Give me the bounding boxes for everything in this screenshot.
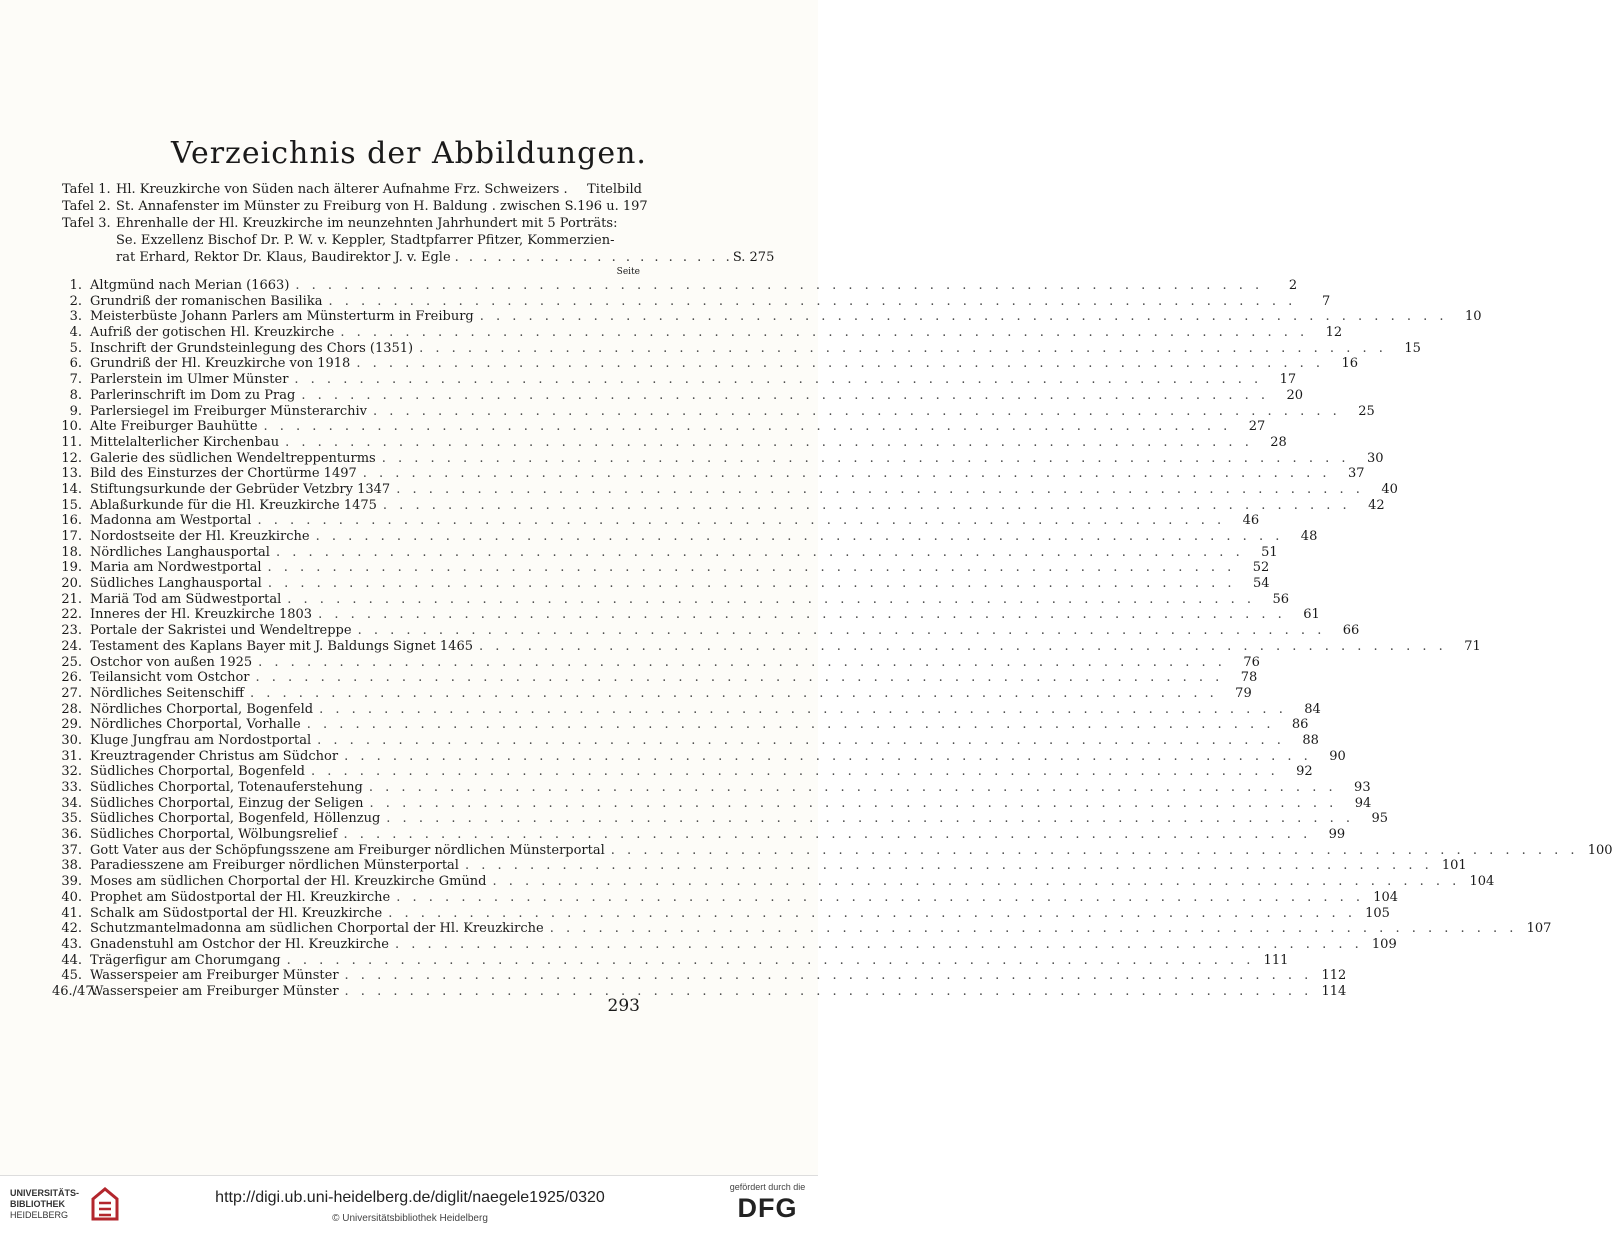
figure-number: 10. — [61, 419, 82, 435]
figure-page: 94 — [1354, 795, 1372, 811]
plate-continuation-text: rat Erhard, Rektor Dr. Klaus, Baudirektor J. v. Egle — [116, 250, 451, 265]
figure-caption: Südliches Chorportal, Totenauferstehung — [90, 780, 363, 795]
figure-number: 42. — [61, 921, 82, 937]
leader-dots: . . . . . . . . . . . . . . . . . . . . . . . . . . . . . . . . . . . . . . . . . . . . . . . . . . . . . . . . . . . . — [255, 670, 1224, 686]
figure-page: 2 — [1288, 278, 1298, 293]
figure-number: 6. — [69, 356, 82, 372]
leader-dots: . . . . . . . . . . . . . . . . . . . . . . . . . . . . . . . . . . . . . . . . . . . . . . . . . . . . . . . . . . . . — [419, 340, 1387, 356]
leader-dots: . . . . . . . . . . . . . . . . . . . . . . . . . . . . . . . . . . . . . . . . . . . . . . . . . . . . . . . . . . . . — [263, 419, 1232, 435]
leader-dots: . . . . . . . . . . . . . . . . . . . . . . . . . . . . . . . . . . . . . . . . . . . . . . . . . . . . . . . . . . . . — [310, 764, 1279, 780]
figure-caption: Gott Vater aus der Schöpfungsszene am Freiburger nördlichen Münsterportal — [90, 842, 605, 858]
figure-number: 31. — [61, 748, 82, 764]
leader-dots: . . . . . . . . . . . . . . . . . . . . . . . . . . . . . . . . . . . . . . . . . . . . . . . . . . . . . . . . . . . . — [396, 889, 1365, 905]
figure-number: 35. — [61, 811, 82, 827]
list-item — [52, 372, 1297, 388]
figure-page: 105 — [1365, 905, 1390, 921]
figure-number: 36. — [61, 827, 82, 843]
figure-page: 88 — [1302, 732, 1319, 748]
logo-line-2: BIBLIOTHEK — [10, 1199, 65, 1209]
list-item — [52, 434, 1287, 451]
library-logo-text — [10, 1188, 79, 1221]
leader-dots: . . . . . . . . . . . . . . . . . . . . . . . . . . . . . . . . . . . . . . . . . . . . . . . . . . . . . . . . . . . . — [386, 811, 1355, 827]
figure-page: 42 — [1368, 497, 1385, 513]
figure-caption: Teilansicht vom Ostchor — [90, 670, 250, 686]
plates-list — [62, 181, 775, 266]
figure-number: 20. — [61, 576, 82, 592]
leader-dots: . . . . . . . . . . . . . . . . . . . . . . . . . . . . . . . . . . . . . . . . . . . . . . . . . . . . . . . . . . . . — [549, 921, 1518, 937]
list-item — [52, 685, 1252, 702]
list-item — [52, 952, 1289, 969]
figure-page: 101 — [1441, 858, 1467, 874]
figure-caption: Kreuztragender Christus am Südchor — [90, 748, 339, 764]
figure-page: 28 — [1270, 434, 1287, 450]
figure-page: 112 — [1321, 968, 1347, 984]
list-item — [52, 717, 1309, 733]
figure-number: 46./47. — [52, 983, 98, 999]
figure-page: 84 — [1304, 701, 1321, 717]
list-item — [52, 591, 1290, 608]
figure-caption: Stiftungsurkunde der Gebrüder Vetzbry 1347 — [90, 481, 391, 497]
leader-dots: . . . . . . . . . . . . . . . . . . . . . . . . . . . . . . . . . . . . . . . . . . . . . . . . . . . . . . . . . . . . — [356, 356, 1325, 372]
list-item — [52, 748, 1346, 765]
list-item — [52, 764, 1313, 780]
list-item — [52, 638, 1481, 655]
figure-number: 44. — [61, 952, 82, 968]
figure-page: 15 — [1404, 340, 1421, 356]
figure-caption: Gnadenstuhl am Ostchor der Hl. Kreuzkirche — [90, 936, 389, 952]
figure-page: 93 — [1354, 780, 1371, 795]
figure-number: 21. — [61, 591, 82, 607]
figure-caption: Altgmünd nach Merian (1663) — [90, 278, 290, 293]
leader-dots: . . . . . . . . . . . . . . . . . . . . . . . . . . . . . . . . . . . . . . . . . . . . . . . . . . . . . . . . . . . . — [372, 403, 1341, 419]
figure-number: 34. — [61, 795, 82, 811]
figure-caption: Nördliches Chorportal, Bogenfeld — [90, 701, 314, 717]
plate-label: Tafel 3. — [62, 216, 111, 231]
permalink-url[interactable]: http://digi.ub.uni-heidelberg.de/diglit/naegele1925/0320 — [215, 1189, 605, 1206]
plate-page: S. 275 — [732, 250, 775, 265]
figure-page: 111 — [1263, 952, 1289, 968]
figure-caption: Inschrift der Grundsteinlegung des Chors (1351) — [90, 340, 414, 356]
figure-page: 7 — [1321, 293, 1331, 309]
figure-caption: Grundriß der Hl. Kreuzkirche von 1918 — [90, 356, 351, 372]
list-item — [52, 921, 1552, 937]
figure-caption: Aufriß der gotischen Hl. Kreuzkirche — [90, 325, 335, 341]
list-item — [52, 607, 1320, 623]
figure-number: 4. — [69, 325, 82, 341]
figure-number: 3. — [69, 309, 82, 325]
leader-dots: . . . . . . . . . . . . . . . . . . . . . . . . . . . . . . . . . . . . . . . . . . . . . . . . . . . . . . . . . . . . — [275, 544, 1244, 560]
logo-line-1: UNIVERSITÄTS- — [10, 1188, 80, 1198]
figure-number: 13. — [61, 466, 82, 482]
figure-page: 10 — [1464, 309, 1482, 325]
figure-caption: Prophet am Südostportal der Hl. Kreuzkirche — [90, 889, 391, 905]
figure-page: 48 — [1300, 529, 1318, 544]
figure-page: 46 — [1242, 513, 1260, 529]
figure-caption: Madonna am Westportal — [90, 513, 252, 529]
list-item — [52, 654, 1260, 671]
leader-dots: . . . . . . . . . . . . . . . . . . . . . . . . . . . . . . . . . . . . . . . . . . . . . . . . . . . . . . . . . . . . — [344, 968, 1313, 984]
figure-caption: Nördliches Langhausportal — [90, 544, 270, 560]
list-item — [52, 544, 1278, 561]
leader-dots: . . . . . . . . . . . . . . . . . . . . — [454, 250, 733, 265]
leader-dots: . . . . . . . . . . . . . . . . . . . . . . . . . . . . . . . . . . . . . . . . . . . . . . . . . . . . . . . . . . . . — [340, 325, 1309, 341]
list-item — [52, 576, 1270, 592]
plate-row — [62, 181, 642, 198]
figure-number: 22. — [61, 607, 82, 623]
figure-page: 52 — [1252, 560, 1270, 576]
leader-dots: . . . . . . . . . . . . . . . . . . . . . . . . . . . . . . . . . . . . . . . . . . . . . . . . . . . . . . . . . . . . — [362, 466, 1331, 482]
figure-caption: Moses am südlichen Chorportal der Hl. Kreuzkirche Gmünd — [90, 874, 487, 890]
figure-page: 61 — [1303, 607, 1320, 623]
plate-row — [62, 215, 642, 232]
list-item — [52, 325, 1343, 341]
plate-page: Titelbild — [587, 182, 642, 197]
list-item — [52, 481, 1398, 498]
figure-page: 107 — [1526, 921, 1552, 937]
figure-page: 66 — [1342, 623, 1360, 639]
figure-number: 18. — [61, 544, 82, 560]
figure-page: 12 — [1325, 325, 1343, 341]
figure-page: 71 — [1464, 638, 1481, 654]
leader-dots: . . . . . . . . . . . . . . . . . . . . . . . . . . . . . . . . . . . . . . . . . . . . . . . . . . . . . . . . . . . . — [368, 780, 1337, 795]
figure-caption: Trägerfigur am Chorumgang — [90, 952, 281, 968]
figure-caption: Südliches Chorportal, Bogenfeld, Höllenzug — [90, 811, 381, 827]
figure-page: 54 — [1253, 576, 1270, 592]
figure-page: 76 — [1243, 654, 1260, 670]
figure-page: 40 — [1381, 481, 1398, 497]
figure-caption: Testament des Kaplans Bayer mit J. Baldungs Signet 1465 — [90, 638, 473, 654]
figure-caption: Inneres der Hl. Kreuzkirche 1803 — [90, 607, 313, 623]
plate-page: 196 u. 197 — [577, 199, 648, 214]
plate-label: Tafel 1. — [62, 182, 111, 197]
leader-dots: . . . . . . . . . . . . . . . . . . . . . . . . . . . . . . . . . . . . . . . . . . . . . . . . . . . . . . . . . . . . — [343, 827, 1312, 843]
figure-list — [52, 278, 1613, 1000]
list-item — [52, 858, 1467, 874]
figure-caption: Parlerinschrift im Dom zu Prag — [90, 387, 296, 403]
page-title: Verzeichnis der Abbildungen. — [171, 136, 647, 171]
figure-page: 25 — [1358, 403, 1375, 419]
list-item — [52, 356, 1359, 372]
plate-continuation-last — [62, 249, 775, 266]
figure-page: 17 — [1279, 372, 1297, 388]
leader-dots: . . . . . . . . . . . . . . . . . . . . . . . . . . . . . . . . . . . . . . . . . . . . . . . . . . . . . . . . . . . . — [285, 434, 1253, 450]
figure-caption: Südliches Chorportal, Bogenfeld — [90, 764, 305, 780]
figure-caption: Schalk am Südostportal der Hl. Kreuzkirche — [90, 905, 383, 921]
list-item — [52, 309, 1482, 325]
figure-number: 28. — [61, 701, 82, 717]
leader-dots: . . . . . . . . . . . . . . . . . . . . . . . . . . . . . . . . . . . . . . . . . . . . . . . . . . . . . . . . . . . . — [301, 387, 1270, 403]
figure-caption: Mittelalterlicher Kirchenbau — [90, 434, 280, 450]
figure-caption: Nördliches Seitenschiff — [90, 685, 244, 701]
leader-dots: . . . . . . . . . . . . . . . . . . . . . . . . . . . . . . . . . . . . . . . . . . . . . . . . . . . . . . . . . . . . — [464, 858, 1433, 874]
figure-number: 27. — [61, 685, 82, 701]
leader-dots: . . . . . . . . . . . . . . . . . . . . . . . . . . . . . . . . . . . . . . . . . . . . . . . . . . . . . . . . . . . . — [286, 952, 1255, 968]
figure-number: 25. — [61, 654, 82, 670]
plate-row — [62, 198, 648, 215]
leader-dots: . . . . . . . . . . . . . . . . . . . . . . . . . . . . . . . . . . . . . . . . . . . . . . . . . . . . . . . . . . . . — [267, 576, 1236, 592]
leader-dots: . . . . . . . . . . . . . . . . . . . . . . . . . . . . . . . . . . . . . . . . . . . . . . . . . . . . . . . . . . . . — [396, 481, 1364, 497]
figure-caption: Maria am Nordwestportal — [90, 560, 262, 576]
leader-dots: . . . . . . . . . . . . . . . . . . . . . . . . . . . . . . . . . . . . . . . . . . . . . . . . . . . . . . . . . . . . — [369, 795, 1338, 811]
figure-number: 30. — [61, 732, 82, 748]
figure-number: 15. — [61, 497, 82, 513]
figure-number: 29. — [61, 717, 82, 733]
list-item — [52, 670, 1258, 686]
leader-dots: . . . . . . . . . . . . . . . . . . . . . . . . . . . . . . . . . . . . . . . . . . . . . . . . . . . . . . . . . . . . — [381, 450, 1350, 466]
list-item — [52, 905, 1390, 922]
figure-caption: Wasserspeier am Freiburger Münster — [90, 968, 339, 984]
figure-page: 104 — [1469, 874, 1495, 890]
figure-number: 19. — [61, 560, 82, 576]
plate-label: Tafel 2. — [62, 199, 111, 214]
list-item — [52, 466, 1365, 482]
list-item — [52, 889, 1399, 906]
figure-number: 14. — [61, 481, 82, 497]
leader-dots: . . . . . . . . . . . . . . . . . . . . . . . . . . . . . . . . . . . . . . . . . . . . . . . . . . . . . . . . . . . . — [258, 654, 1226, 670]
leader-dots: . . . . . . . . . . . . . . . . . . . . . . . . . . . . . . . . . . . . . . . . . . . . . . . . . . . . . . . . . . . . — [328, 293, 1297, 309]
figure-number: 38. — [61, 858, 82, 874]
figure-caption: Alte Freiburger Bauhütte — [90, 419, 258, 435]
figure-number: 2. — [69, 293, 82, 309]
figure-page: 27 — [1248, 419, 1266, 435]
figure-number: 41. — [61, 905, 82, 921]
figure-page: 90 — [1329, 748, 1346, 764]
logo-line-3: HEIDELBERG — [10, 1210, 69, 1220]
figure-caption: Schutzmantelmadonna am südlichen Chorportal der Hl. Kreuzkirche — [90, 921, 544, 937]
leader-dots: . . . . . . . . . . . . . . . . . . . . . . . . . . . . . . . . . . . . . . . . . . . . . . . . . . . . . . . . . . . . — [344, 748, 1312, 764]
leader-dots: . . . . . . . . . . . . . . . . . . . . . . . . . . . . . . . . . . . . . . . . . . . . . . . . . . . . . . . . . . . . — [357, 623, 1326, 639]
figure-caption: Nordostseite der Hl. Kreuzkirche — [90, 529, 310, 544]
figure-number: 24. — [61, 638, 82, 654]
leader-dots: . . . . . . . . . . . . . . . . . . . . . . . . . . . . . . . . . . . . . . . . . . . . . . . . . . . . . . . . . . . . — [294, 372, 1263, 388]
list-item — [52, 623, 1360, 639]
figure-page: 79 — [1235, 685, 1252, 701]
figure-caption: Ostchor von außen 1925 — [90, 654, 253, 670]
viewer-footer — [0, 1175, 818, 1234]
leader-dots: . . . . . . . . . . . . . . . . . . . . . . . . . . . . . . . . . . . . . . . . . . . . . . . . . . . . . . . . . . . . — [388, 905, 1356, 921]
page-number: 293 — [607, 996, 640, 1016]
leader-dots: . . . . . . . . . . . . . . . . . . . . . . . . . . . . . . . . . . . . . . . . . . . . . . . . . . . . . . . . . . . . — [610, 842, 1579, 858]
list-item — [52, 529, 1318, 545]
figure-page: 16 — [1341, 356, 1359, 372]
seite-column-label: Seite — [616, 267, 640, 277]
figure-page: 51 — [1261, 544, 1278, 560]
list-item — [52, 293, 1331, 310]
figure-caption: Parlersiegel im Freiburger Münsterarchiv — [90, 403, 367, 419]
figure-caption: Bild des Einsturzes der Chortürme 1497 — [90, 466, 357, 482]
list-item — [52, 732, 1319, 749]
figure-page: 99 — [1328, 827, 1346, 843]
figure-number: 1. — [69, 278, 82, 293]
list-item — [52, 278, 1298, 294]
list-item — [52, 450, 1384, 467]
copyright-notice: © Universitätsbibliothek Heidelberg — [332, 1213, 488, 1224]
list-item — [52, 811, 1389, 827]
list-item — [52, 983, 1347, 1000]
list-item — [52, 497, 1385, 514]
leader-dots: . . . . . . . . . . . . . . . . . . . . . . . . . . . . . . . . . . . . . . . . . . . . . . . . . . . . . . . . . . . . — [295, 278, 1264, 293]
leader-dots: . . . . . . . . . . . . . . . . . . . . . . . . . . . . . . . . . . . . . . . . . . . . . . . . . . . . . . . . . . . . — [306, 717, 1275, 733]
plate-continuation: Se. Exzellenz Bischof Dr. P. W. v. Keppler, Stadtpfarrer Pfitzer, Kommerzien- — [116, 233, 615, 248]
figure-caption: Mariä Tod am Südwestportal — [90, 591, 282, 607]
list-item — [52, 827, 1346, 843]
figure-caption: Nördliches Chorportal, Vorhalle — [90, 717, 301, 733]
figure-number: 16. — [61, 513, 82, 529]
figure-number: 39. — [61, 874, 82, 890]
figure-page: 95 — [1371, 811, 1389, 827]
figure-caption: Galerie des südlichen Wendeltreppenturms — [90, 450, 376, 466]
figure-page: 56 — [1272, 591, 1290, 607]
figure-number: 45. — [61, 968, 82, 984]
library-logo[interactable] — [10, 1184, 120, 1226]
plate-text: St. Annafenster im Münster zu Freiburg von H. Baldung . zwischen S. — [116, 199, 578, 214]
leader-dots: . . . . . . . . . . . . . . . . . . . . . . . . . . . . . . . . . . . . . . . . . . . . . . . . . . . . . . . . . . . . — [317, 732, 1285, 748]
plate-text: Hl. Kreuzkirche von Süden nach älterer Aufnahme Frz. Schweizers . — [116, 182, 568, 197]
figure-caption: Kluge Jungfrau am Nordostportal — [90, 732, 312, 748]
figure-page: 92 — [1296, 764, 1313, 780]
leader-dots: . . . . . . . . . . . . . . . . . . . . . . . . . . . . . . . . . . . . . . . . . . . . . . . . . . . . . . . . . . . . — [382, 497, 1351, 513]
figure-number: 12. — [61, 450, 82, 466]
leader-dots: . . . . . . . . . . . . . . . . . . . . . . . . . . . . . . . . . . . . . . . . . . . . . . . . . . . . . . . . . . . . — [257, 513, 1226, 529]
figure-page: 104 — [1373, 889, 1399, 905]
figure-page: 109 — [1371, 936, 1397, 952]
leader-dots: . . . . . . . . . . . . . . . . . . . . . . . . . . . . . . . . . . . . . . . . . . . . . . . . . . . . . . . . . . . . — [394, 936, 1363, 952]
figure-caption: Ablaßurkunde für die Hl. Kreuzkirche 1475 — [90, 497, 377, 513]
figure-number: 17. — [61, 529, 82, 544]
leader-dots: . . . . . . . . . . . . . . . . . . . . . . . . . . . . . . . . . . . . . . . . . . . . . . . . . . . . . . . . . . . . — [267, 560, 1236, 576]
figure-caption: Meisterbüste Johann Parlers am Münsterturm in Freiburg — [90, 309, 474, 325]
dfg-logo[interactable] — [725, 1182, 810, 1228]
figure-number: 32. — [61, 764, 82, 780]
leader-dots: . . . . . . . . . . . . . . . . . . . . . . . . . . . . . . . . . . . . . . . . . . . . . . . . . . . . . . . . . . . . — [479, 309, 1448, 325]
figure-number: 33. — [61, 780, 82, 795]
list-item — [52, 560, 1270, 576]
figure-caption: Grundriß der romanischen Basilika — [90, 293, 323, 309]
figure-page: 30 — [1366, 450, 1384, 466]
figure-page: 20 — [1286, 387, 1304, 403]
list-item — [52, 968, 1347, 984]
leader-dots: . . . . . . . . . . . . . . . . . . . . . . . . . . . . . . . . . . . . . . . . . . . . . . . . . . . . . . . . . . . . — [319, 701, 1287, 717]
list-item — [52, 780, 1371, 796]
list-item — [52, 419, 1266, 435]
figure-page: 86 — [1291, 717, 1309, 733]
leader-dots: . . . . . . . . . . . . . . . . . . . . . . . . . . . . . . . . . . . . . . . . . . . . . . . . . . . . . . . . . . . . — [344, 983, 1313, 999]
figure-number: 40. — [61, 889, 82, 905]
leader-dots: . . . . . . . . . . . . . . . . . . . . . . . . . . . . . . . . . . . . . . . . . . . . . . . . . . . . . . . . . . . . — [478, 638, 1447, 654]
dfg-caption: gefördert durch die — [729, 1182, 806, 1192]
list-item — [52, 874, 1495, 890]
list-item — [52, 403, 1375, 420]
figure-caption: Südliches Chorportal, Einzug der Seligen — [90, 795, 364, 811]
figure-number: 37. — [61, 842, 82, 858]
leader-dots: . . . . . . . . . . . . . . . . . . . . . . . . . . . . . . . . . . . . . . . . . . . . . . . . . . . . . . . . . . . . — [492, 874, 1461, 890]
figure-page: 78 — [1240, 670, 1258, 686]
figure-number: 7. — [69, 372, 82, 388]
figure-caption: Portale der Sakristei und Wendeltreppe — [90, 623, 352, 639]
figure-number: 23. — [61, 623, 82, 639]
figure-number: 8. — [69, 387, 82, 403]
list-item — [52, 340, 1421, 357]
list-item — [52, 387, 1304, 404]
leader-dots: . . . . . . . . . . . . . . . . . . . . . . . . . . . . . . . . . . . . . . . . . . . . . . . . . . . . . . . . . . . . — [249, 685, 1218, 701]
dfg-wordmark: DFG — [737, 1193, 798, 1223]
figure-number: 9. — [69, 403, 82, 419]
list-item — [52, 842, 1613, 859]
figure-number: 43. — [61, 936, 82, 952]
list-item — [52, 936, 1397, 953]
leader-dots: . . . . . . . . . . . . . . . . . . . . . . . . . . . . . . . . . . . . . . . . . . . . . . . . . . . . . . . . . . . . — [315, 529, 1284, 544]
figure-page: 100 — [1587, 842, 1613, 858]
figure-caption: Parlerstein im Ulmer Münster — [90, 372, 289, 388]
figure-number: 5. — [69, 340, 82, 356]
list-item — [52, 795, 1372, 812]
figure-page: 37 — [1347, 466, 1365, 482]
list-item — [52, 701, 1321, 718]
figure-number: 26. — [61, 670, 82, 686]
plate-text: Ehrenhalle der Hl. Kreuzkirche im neunzehnten Jahrhundert mit 5 Porträts: — [116, 216, 618, 231]
figure-number: 11. — [61, 434, 82, 450]
figure-page: 114 — [1321, 983, 1347, 999]
figure-caption: Paradiesszene am Freiburger nördlichen Münsterportal — [90, 858, 459, 874]
library-emblem-icon — [90, 1187, 120, 1221]
leader-dots: . . . . . . . . . . . . . . . . . . . . . . . . . . . . . . . . . . . . . . . . . . . . . . . . . . . . . . . . . . . . — [287, 591, 1256, 607]
figure-caption: Südliches Chorportal, Wölbungsrelief — [90, 827, 338, 843]
figure-caption: Südliches Langhausportal — [90, 576, 262, 592]
leader-dots: . . . . . . . . . . . . . . . . . . . . . . . . . . . . . . . . . . . . . . . . . . . . . . . . . . . . . . . . . . . . — [318, 607, 1286, 623]
figure-caption: Wasserspeier am Freiburger Münster — [90, 983, 339, 999]
list-item — [52, 513, 1260, 529]
